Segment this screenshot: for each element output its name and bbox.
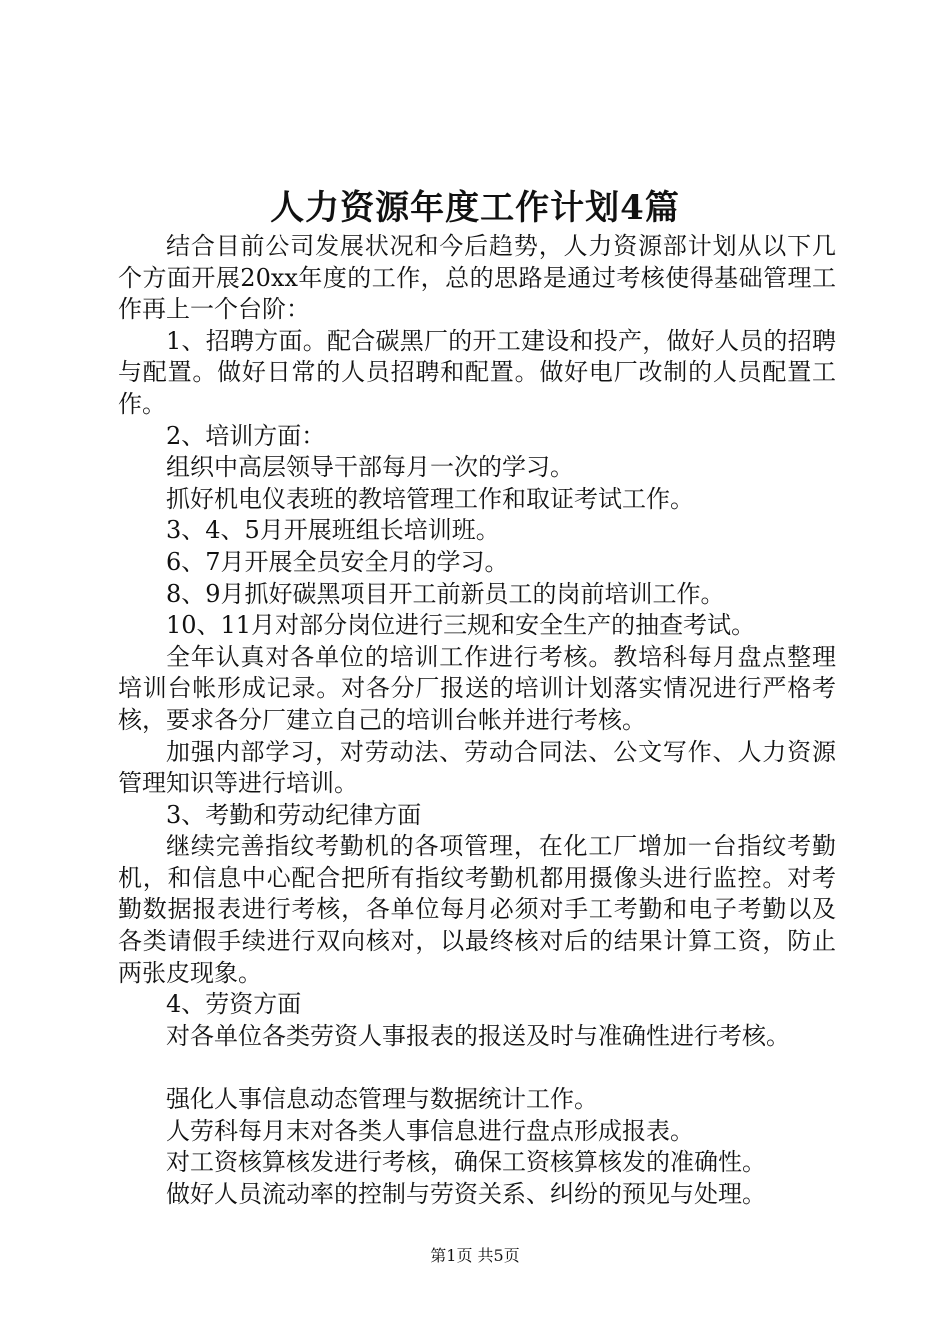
heading-attendance: 3、考勤和劳动纪律方面 — [166, 800, 422, 829]
paragraph-training-assessment: 全年认真对各单位的培训工作进行考核。教培科每月盘点整理培训台帐形成记录。对各分厂报送的培训计划落实情况进行严格考核，要求各分厂建立自己的培训台帐并进行考核。 — [118, 642, 836, 734]
paragraph-labor-item: 对工资核算核发进行考核，确保工资核算核发的准确性。 — [166, 1148, 766, 1177]
document-title: 人力资源年度工作计划4篇 — [270, 188, 680, 228]
paragraph-training-item: 10、11月对部分岗位进行三规和安全生产的抽查考试。 — [166, 611, 756, 640]
paragraph-labor-item: 强化人事信息动态管理与数据统计工作。 — [166, 1085, 598, 1114]
blank-line — [118, 1052, 836, 1084]
paragraph-training-item: 组织中高层领导干部每月一次的学习。 — [166, 453, 574, 482]
paragraph-training-item: 抓好机电仪表班的教培管理工作和取证考试工作。 — [166, 484, 694, 513]
paragraph-internal-learning: 加强内部学习，对劳动法、劳动合同法、公文写作、人力资源管理知识等进行培训。 — [118, 737, 836, 798]
paragraph-training-item: 8、9月抓好碳黑项目开工前新员工的岗前培训工作。 — [166, 579, 725, 608]
heading-labor-wages: 4、劳资方面 — [166, 990, 302, 1019]
paragraph-training-item: 3、4、5月开展班组长培训班。 — [166, 516, 500, 545]
paragraph-labor-item: 做好人员流动率的控制与劳资关系、纠纷的预见与处理。 — [166, 1179, 766, 1208]
document-body — [118, 231, 836, 1210]
paragraph-attendance: 继续完善指纹考勤机的各项管理，在化工厂增加一台指纹考勤机，和信息中心配合把所有指纹考勤机都用摄像头进行监控。对考勤数据报表进行考核，各单位每月必须对手工考勤和电子考勤以及各类请假手续进行双向核对，以最终核对后的结果计算工资，防止两张皮现象。 — [118, 832, 836, 987]
heading-training: 2、培训方面： — [166, 421, 326, 450]
page-footer: 第1页 共5页 — [430, 1246, 520, 1265]
paragraph-recruitment: 1、招聘方面。配合碳黑厂的开工建设和投产，做好人员的招聘与配置。做好日常的人员招聘和配置。做好电厂改制的人员配置工作。 — [118, 326, 836, 418]
paragraph-intro: 结合目前公司发展状况和今后趋势，人力资源部计划从以下几个方面开展20xx年度的工作，总的思路是通过考核使得基础管理工作再上一个台阶： — [118, 232, 836, 324]
paragraph-labor-item: 人劳科每月末对各类人事信息进行盘点形成报表。 — [166, 1116, 694, 1145]
paragraph-training-item: 6、7月开展全员安全月的学习。 — [166, 547, 509, 576]
paragraph-labor-item: 对各单位各类劳资人事报表的报送及时与准确性进行考核。 — [166, 1021, 790, 1050]
